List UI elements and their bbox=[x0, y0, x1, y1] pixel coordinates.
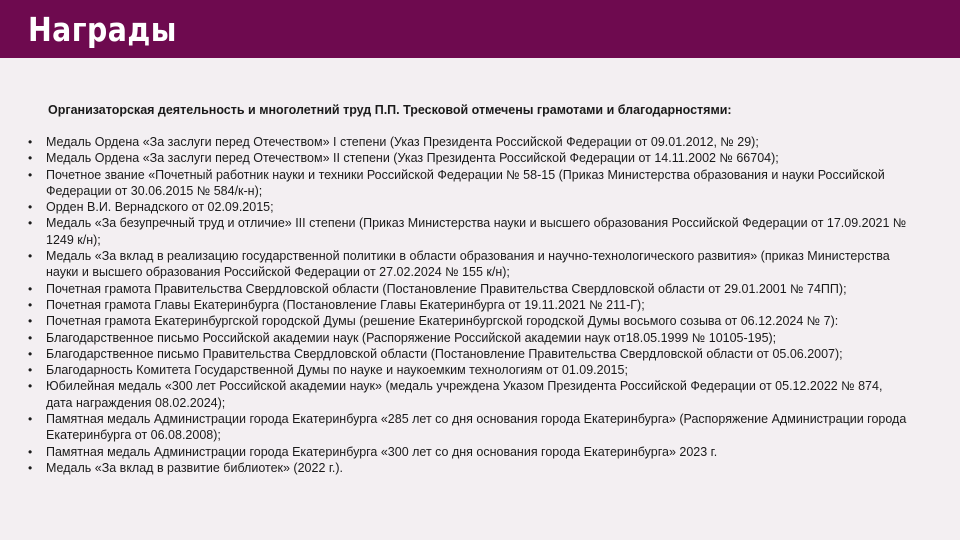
list-item: • Благодарственное письмо Правительства Свердловской области (Постановление Правительства Свердловской области от 05.06.2007); bbox=[28, 346, 908, 362]
list-item: • Почетное звание «Почетный работник науки и техники Российской Федерации № 58-15 (Приказ Министерства образования и науки Российской Федерации от 30.06.2015 № 584/к-н); bbox=[28, 167, 908, 200]
list-item: • Памятная медаль Администрации города Екатеринбурга «285 лет со дня основания города Екатеринбурга» (Распоряжение Администрации города Екатеринбурга от 06.08.2008); bbox=[28, 411, 908, 444]
awards-list bbox=[28, 134, 908, 476]
list-item: • Медаль Ордена «За заслуги перед Отечеством» I степени (Указ Президента Российской Федерации от 09.01.2012, № 29); bbox=[28, 134, 908, 150]
list-item: • Медаль Ордена «За заслуги перед Отечеством» II степени (Указ Президента Российской Федерации от 14.11.2002 № 66704); bbox=[28, 150, 908, 166]
title-bar bbox=[0, 0, 960, 58]
list-item: • Почетная грамота Екатеринбургской городской Думы (решение Екатеринбургской городской Думы восьмого созыва от 06.12.2024 № 7): bbox=[28, 313, 908, 329]
list-item: • Почетная грамота Главы Екатеринбурга (Постановление Главы Екатеринбурга от 19.11.2021 № 211-Г); bbox=[28, 297, 908, 313]
list-item: • Благодарственное письмо Российской академии наук (Распоряжение Российской академии наук от18.05.1999 № 10105-195); bbox=[28, 330, 908, 346]
list-item: • Медаль «За вклад в реализацию государственной политики в области образования и научно-технологического развития» (приказ Министерства науки и высшего образования Российской Федерации от 27.02.2024 № 155 к/н); bbox=[28, 248, 908, 281]
list-item: • Медаль «За вклад в развитие библиотек» (2022 г.). bbox=[28, 460, 908, 476]
intro-text: Организаторская деятельность и многолетний труд П.П. Тресковой отмечены грамотами и благодарностями: bbox=[48, 103, 732, 117]
list-item: • Памятная медаль Администрации города Екатеринбурга «300 лет со дня основания города Екатеринбурга» 2023 г. bbox=[28, 444, 908, 460]
list-item: • Орден В.И. Вернадского от 02.09.2015; bbox=[28, 199, 908, 215]
list-item: • Благодарность Комитета Государственной Думы по науке и наукоемким технологиям от 01.09.2015; bbox=[28, 362, 908, 378]
list-item: • Юбилейная медаль «300 лет Российской академии наук» (медаль учреждена Указом Президента Российской Федерации от 05.12.2022 № 874, дата награждения 08.02.2024); bbox=[28, 378, 908, 411]
page-title: Награды bbox=[28, 10, 177, 49]
list-item: • Медаль «За безупречный труд и отличие» III степени (Приказ Министерства науки и высшего образования Российской Федерации от 17.09.2021 № 1249 к/н); bbox=[28, 215, 908, 248]
list-item: • Почетная грамота Правительства Свердловской области (Постановление Правительства Свердловской области от 29.01.2001 № 74ПП); bbox=[28, 281, 908, 297]
